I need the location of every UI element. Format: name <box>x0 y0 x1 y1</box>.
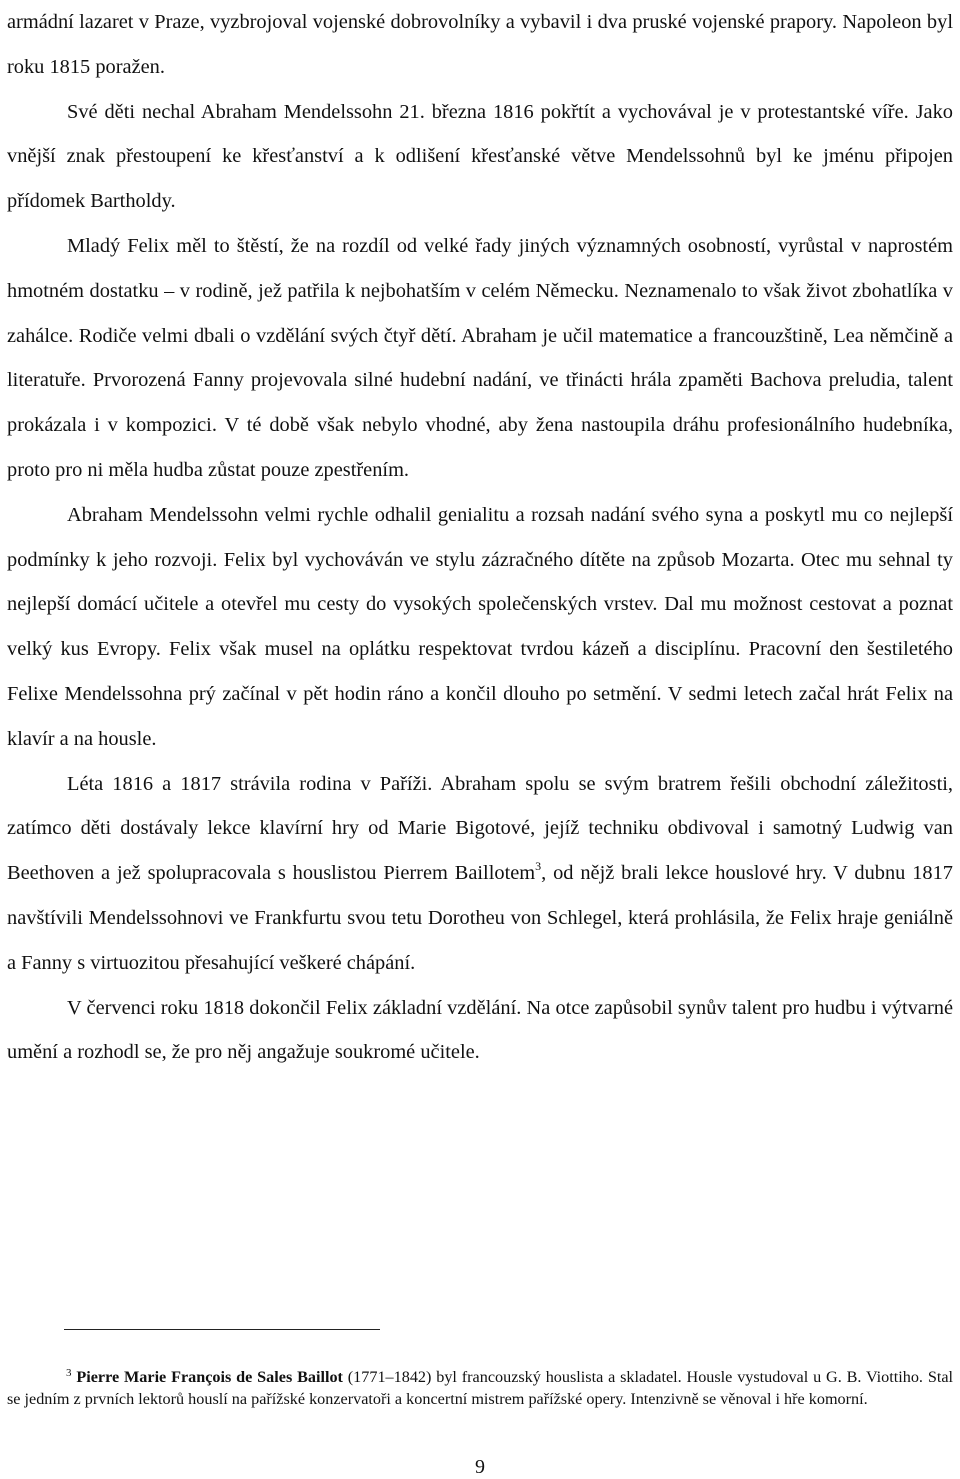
footnote-reference[interactable]: 3 <box>535 859 542 874</box>
paragraph-2: Mladý Felix měl to štěstí, že na rozdíl od velké řady jiných významných osobností, vyrůstal v naprostém hmotném dostatku – v rodině, jež patřila k nejbohatším v celém Německu. Neznamenalo to však život zbohatlíka v zahálce. Rodiče velmi dbali o vzdělání svých čtyř dětí. Abraham je učil matematice a francouzštině, Lea němčině a literatuře. Prvorozená Fanny projevovala silné hudební nadání, ve třinácti hrála zpaměti Bachova preludia, talent prokázala i v kompozici. V té době však nebylo vhodné, aby žena nastoupila dráhu profesionálního hudebníka, proto pro ni měla hudba zůstat pouze zpestřením. <box>7 234 953 481</box>
paragraph-0: armádní lazaret v Praze, vyzbrojoval vojenské dobrovolníky a vybavil i dva pruské vojenské prapory. Napoleon byl roku 1815 poražen. <box>7 11 953 78</box>
body-text <box>7 0 953 1075</box>
paragraph-3: Abraham Mendelssohn velmi rychle odhalil genialitu a rozsah nadání svého syna a poskytl mu co nejlepší podmínky k jeho rozvoji. Felix byl vychováván ve stylu zázračného dítěte na způsob Mozarta. Otec mu sehnal ty nejlepší domácí učitele a otevřel mu cesty do vysokých společenských vrstev. Dal mu možnost cestovat a poznat velký kus Evropy. Felix však musel na oplátku respektovat tvrdou kázeň a disciplínu. Pracovní den šestiletého Felixe Mendelssohna prý začínal v pět hodin ráno a končil dlouho po setmění. V sedmi letech začal hrát Felix na klavír a na housle. <box>7 503 953 750</box>
footnote-separator <box>64 1329 380 1330</box>
footnote <box>7 1366 953 1411</box>
page-number: 9 <box>475 1456 485 1478</box>
paragraph-5: V červenci roku 1818 dokončil Felix základní vzdělání. Na otce zapůsobil synův talent pro hudbu i výtvarné umění a rozhodl se, že pro něj angažuje soukromé učitele. <box>7 996 953 1064</box>
paragraph-1: Své děti nechal Abraham Mendelssohn 21. března 1816 pokřtít a vychovával je v protestantské víře. Jako vnější znak přestoupení ke křesťanství a k odlišení křesťanské větve Mendelssohnů byl ke jménu připojen přídomek Bartholdy. <box>7 100 953 213</box>
footnote-person-name: Pierre Marie François de Sales Baillot <box>76 1368 343 1386</box>
footnote-number: 3 <box>66 1367 72 1379</box>
paragraph-4-text-a: Léta 1816 a 1817 strávila rodina v Paříži. Abraham spolu se svým bratrem řešili obchodní záležitosti, zatímco děti dostávaly lekce klavírní hry od Marie Bigotové, jejíž techniku obdivoval i samotný Ludwig van Beethoven a jež spolupracovala s houslistou Pierrem Baillotem <box>7 772 953 885</box>
footnote-text: (1771–1842) byl francouzský houslista a skladatel. Housle vystudoval u G. B. Viottiho. Stal se jedním z prvních lektorů houslí na pařížské konzervatoři a koncertní mistrem pařížské opery. Intenzivně se věnoval i hře komorní. <box>7 1368 953 1409</box>
paragraph-4-text-b: , od nějž brali lekce houslové hry. V dubnu 1817 navštívili Mendelssohnovi ve Frankfurtu svou tetu Dorotheu von Schlegel, která prohlásila, že Felix hraje geniálně a Fanny s virtuozitou přesahující veškeré chápání. <box>7 862 953 974</box>
paragraph-4 <box>7 762 953 986</box>
